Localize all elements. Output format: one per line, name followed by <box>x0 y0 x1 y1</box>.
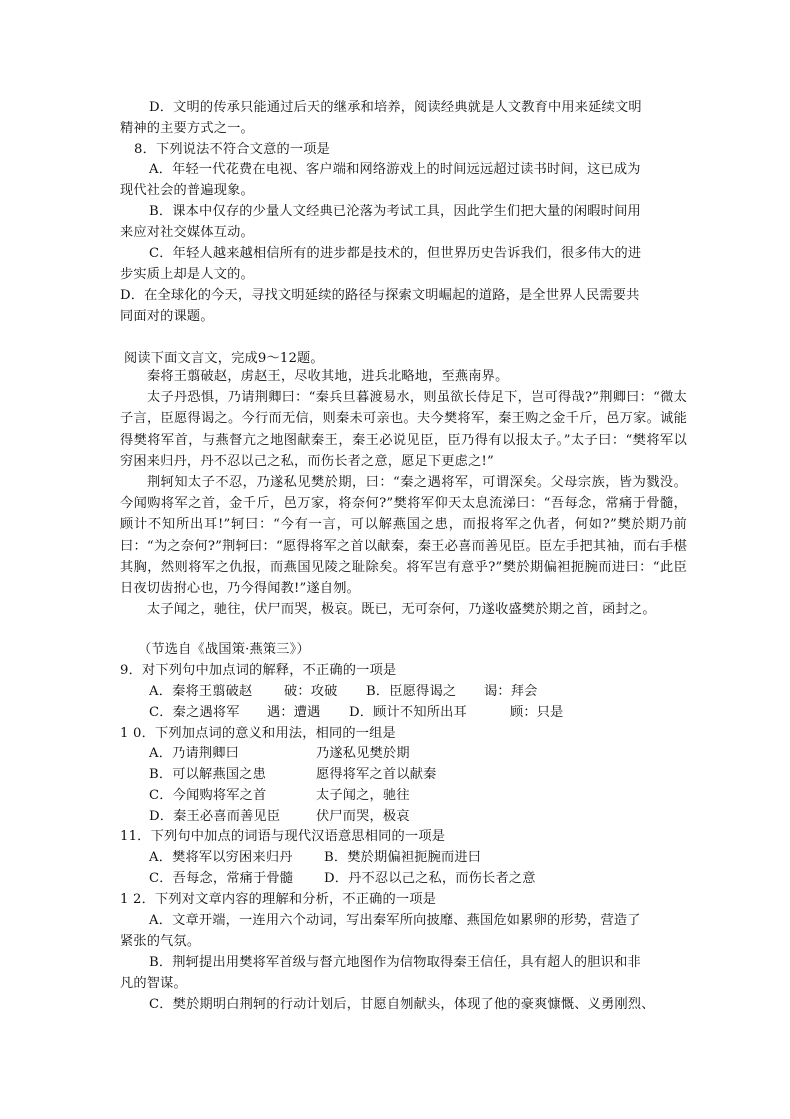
q11-option-left: A．樊将军以穷困来归丹 <box>149 850 293 865</box>
passage-paragraph-2: 太子丹恐惧，乃请荆卿曰：“秦兵旦暮渡易水，则虽欲长侍足下，岂可得哉?”荆卿曰：“微太子言，臣愿得谒之。今行而无信，则秦未可亲也。夫今樊将军，秦王购之金千斤，邑万家。诚能得樊将军首，与燕督亢之地图献秦王，秦王必说见臣，臣乃得有以报太子。”太子曰：“樊将军以穷困来归丹，丹不忍以己之私，而伤长者之意，愿足下更虑之!” <box>120 390 687 469</box>
q9-option-a-gloss: 破：攻破 <box>284 684 338 699</box>
q8-line: 来应对社交媒体互动。 <box>120 225 254 240</box>
passage-paragraph-4: 太子闻之，驰往，伏尸而哭，极哀。既已，无可奈何，乃遂收盛樊於期之首，函封之。 <box>147 602 656 618</box>
intro-line-2: 精神的主要方式之一。 <box>120 121 254 136</box>
q12-line: A．文章开端，一连用六个动词，写出秦军所向披靡、燕国危如累卵的形势，营造了 <box>149 913 641 928</box>
q9-option-d: D．顾计不知所出耳 <box>349 705 467 720</box>
q8-line: A．年轻一代花费在电视、客户端和网络游戏上的时间远远超过读书时间，这已成为 <box>149 162 641 177</box>
passage-paragraph-1: 秦将王翦破赵，虏赵王，尽收其地，进兵北略地，至燕南界。 <box>147 369 509 384</box>
q11-option-right: D．丹不忍以己之私，而伤长者之意 <box>324 871 536 886</box>
passage-paragraph-3: 荆轲知太子不忍，乃遂私见樊於期，曰：“秦之遇将军，可谓深矣。父母宗族，皆为戮没。今闻购将军之首，金千斤，邑万家，将奈何?”樊将军仰天太息流涕曰：“吾每念，常痛于骨髓，顾计不知所出耳!”轲曰：“今有一言，可以解燕国之患，而报将军之仇者，何如?”樊於期乃前曰：“为之奈何?”荆轲曰：“愿得将军之首以献秦，秦王必喜而善见臣。臣左手把其袖，而右手椹其胸，然则将军之仇报，而燕国见陵之耻除矣。将军岂有意乎?”樊於期偏袒扼腕而进曰：“此臣日夜切齿拊心也，乃今得闻教!”遂自刎。 <box>120 475 687 597</box>
q8-line: C．年轻人越来越相信所有的进步都是技术的，但世界历史告诉我们，很多伟大的进 <box>149 246 642 261</box>
q8-stem: 8．下列说法不符合文意的一项是 <box>134 142 331 157</box>
classical-passage <box>120 366 687 620</box>
q10-option-left: A．乃请荆卿曰 <box>149 746 240 761</box>
q10-option-left: C．今闻购将军之首 <box>149 788 267 803</box>
q8-line: 步实质上却是人文的。 <box>120 267 254 282</box>
q9-option-b-gloss: 谒：拜会 <box>484 684 538 699</box>
q12-stem: 1 2．下列对文章内容的理解和分析，不正确的一项是 <box>120 892 437 907</box>
q11-option-right: B．樊於期偏袒扼腕而进曰 <box>324 850 482 865</box>
q11-option-left: C．吾每念，常痛于骨髓 <box>149 871 294 886</box>
q10-option-right: 伏尸而哭，极哀 <box>316 809 410 824</box>
q9-stem: 9．对下列句中加点词的解释，不正确的一项是 <box>120 663 397 678</box>
intro-line-1: D．文明的传承只能通过后天的继承和培养，阅读经典就是人文教育中用来延续文明 <box>149 100 642 115</box>
q10-option-left: D．秦王必喜而善见臣 <box>149 809 281 824</box>
q8-line: 现代社会的普遍现象。 <box>120 183 254 198</box>
q8-line: B．课本中仅存的少量人文经典已沦落为考试工具，因此学生们把大量的闲暇时间用 <box>149 204 641 219</box>
q9-option-c: C．秦之遇将军 <box>149 705 240 720</box>
q10-stem: 1 0．下列加点词的意义和用法，相同的一组是 <box>120 726 396 741</box>
q12-line: 紧张的气氛。 <box>120 934 201 949</box>
q8-line: 同面对的课题。 <box>120 309 214 324</box>
q10-option-right: 乃遂私见樊於期 <box>316 746 410 761</box>
q9-option-c-gloss: 遇：遭遇 <box>267 705 321 720</box>
reading-instructions: 阅读下面文言文，完成9～12题。 <box>124 351 324 366</box>
q11-stem: 11．下列句中加点的词语与现代汉语意思相同的一项是 <box>120 829 446 844</box>
q9-option-a: A．秦将王翦破赵 <box>149 684 253 699</box>
q9-option-b: B．臣愿得谒之 <box>366 684 457 699</box>
q10-option-right: 愿得将军之首以献秦 <box>316 767 437 782</box>
q12-line: C．樊於期明白荆轲的行动计划后，甘愿自刎献头，体现了他的豪爽慷慨、义勇刚烈、 <box>149 997 655 1012</box>
q10-option-left: B．可以解燕国之患 <box>149 767 266 782</box>
q12-line: 凡的智谋。 <box>120 976 187 991</box>
q9-option-d-gloss: 顾：只是 <box>510 705 564 720</box>
q8-line: D．在全球化的今天，寻找文明延续的路径与探索文明崛起的道路，是全世界人民需要共 <box>120 288 640 303</box>
q10-option-right: 太子闻之，驰往 <box>316 788 410 803</box>
passage-source: （节选自《战国策·燕策三》） <box>138 642 310 657</box>
q12-line: B．荆轲提出用樊将军首级与督亢地图作为信物取得秦王信任，具有超人的胆识和非 <box>149 955 641 970</box>
